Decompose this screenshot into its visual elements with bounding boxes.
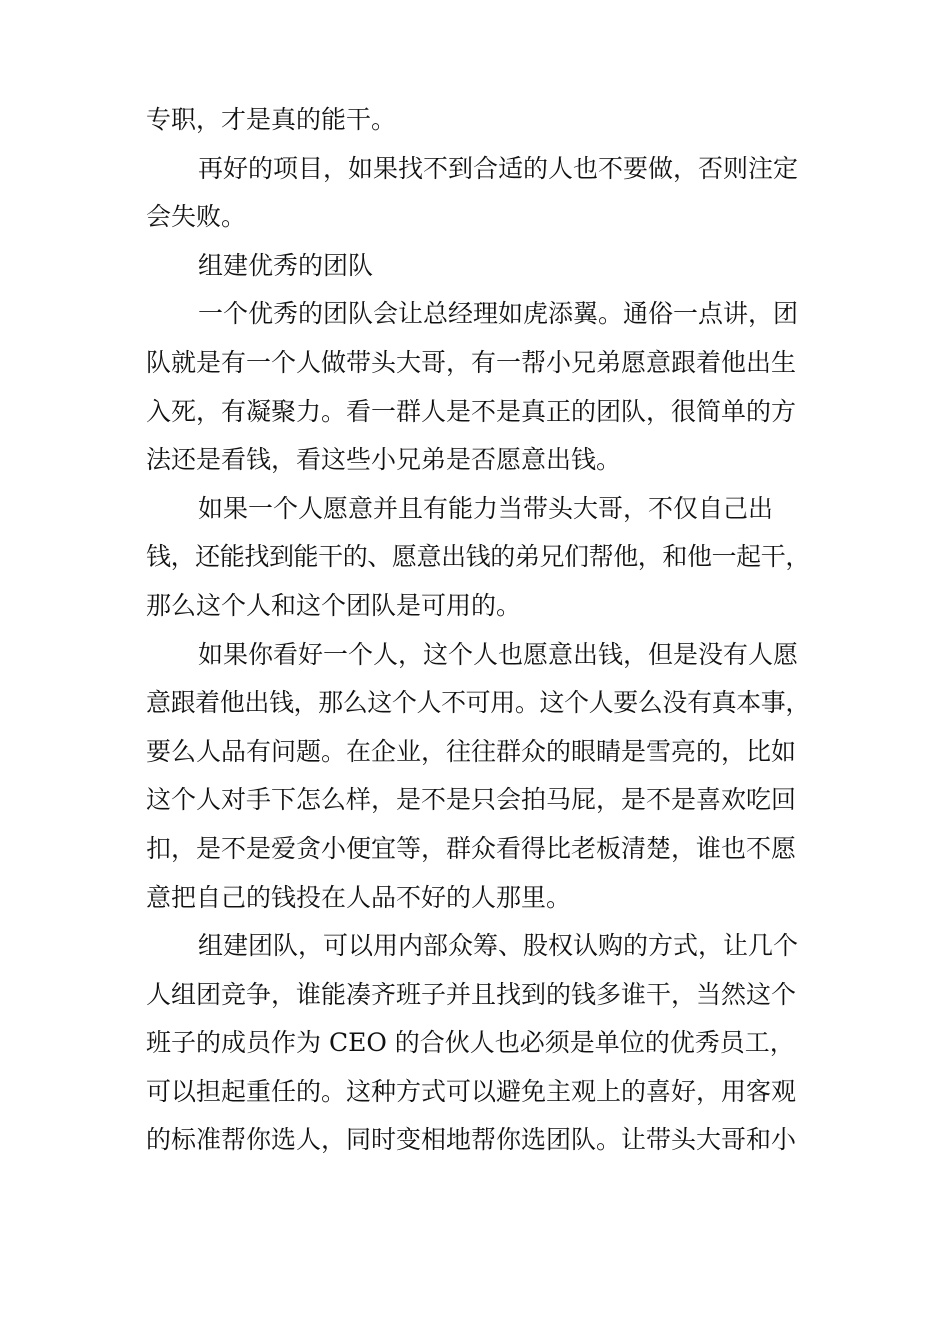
text-line: 专职，才是真的能干。 (146, 105, 397, 134)
text-line: 意把自己的钱投在人品不好的人那里。 (146, 882, 572, 912)
text-line: 如果你看好一个人，这个人也愿意出钱，但是没有人愿 (198, 639, 799, 669)
text-line: 人组团竞争，谁能凑齐班子并且找到的钱多谁干，当然这个 (146, 979, 797, 1009)
text-line: 的标准帮你选人，同时变相地帮你选团队。让带头大哥和小 (146, 1125, 797, 1155)
text-line: 意跟着他出钱，那么这个人不可用。这个人要么没有真本事， (146, 688, 810, 718)
text-line: 入死，有凝聚力。看一群人是不是真正的团队，很简单的方 (146, 396, 797, 426)
text-line: 要么人品有问题。在企业，往往群众的眼睛是雪亮的，比如 (146, 736, 797, 766)
text-line: 可以担起重任的。这种方式可以避免主观上的喜好，用客观 (146, 1076, 797, 1106)
text-line: 如果一个人愿意并且有能力当带头大哥，不仅自己出 (198, 493, 774, 523)
text-line: 钱，还能找到能干的、愿意出钱的弟兄们帮他，和他一起干， (146, 542, 810, 572)
text-line: 班子的成员作为 CEO 的合伙人也必须是单位的优秀员工， (146, 1028, 795, 1058)
section-heading: 组建优秀的团队 (198, 250, 374, 280)
text-line: 扣，是不是爱贪小便宜等，群众看得比老板清楚，谁也不愿 (146, 833, 797, 863)
text-line: 再好的项目，如果找不到合适的人也不要做，否则注定 (198, 153, 799, 183)
text-line: 会失败。 (146, 202, 247, 232)
text-line: 这个人对手下怎么样，是不是只会拍马屁，是不是喜欢吃回 (146, 785, 797, 815)
text-line: 队就是有一个人做带头大哥，有一帮小兄弟愿意跟着他出生 (146, 347, 797, 377)
document-body (146, 96, 810, 1165)
text-line: 法还是看钱，看这些小兄弟是否愿意出钱。 (146, 445, 622, 475)
text-line: 组建团队，可以用内部众筹、股权认购的方式，让几个 (198, 931, 799, 961)
text-line: 那么这个人和这个团队是可用的。 (146, 590, 522, 620)
text-line: 一个优秀的团队会让总经理如虎添翼。通俗一点讲，团 (198, 299, 799, 329)
